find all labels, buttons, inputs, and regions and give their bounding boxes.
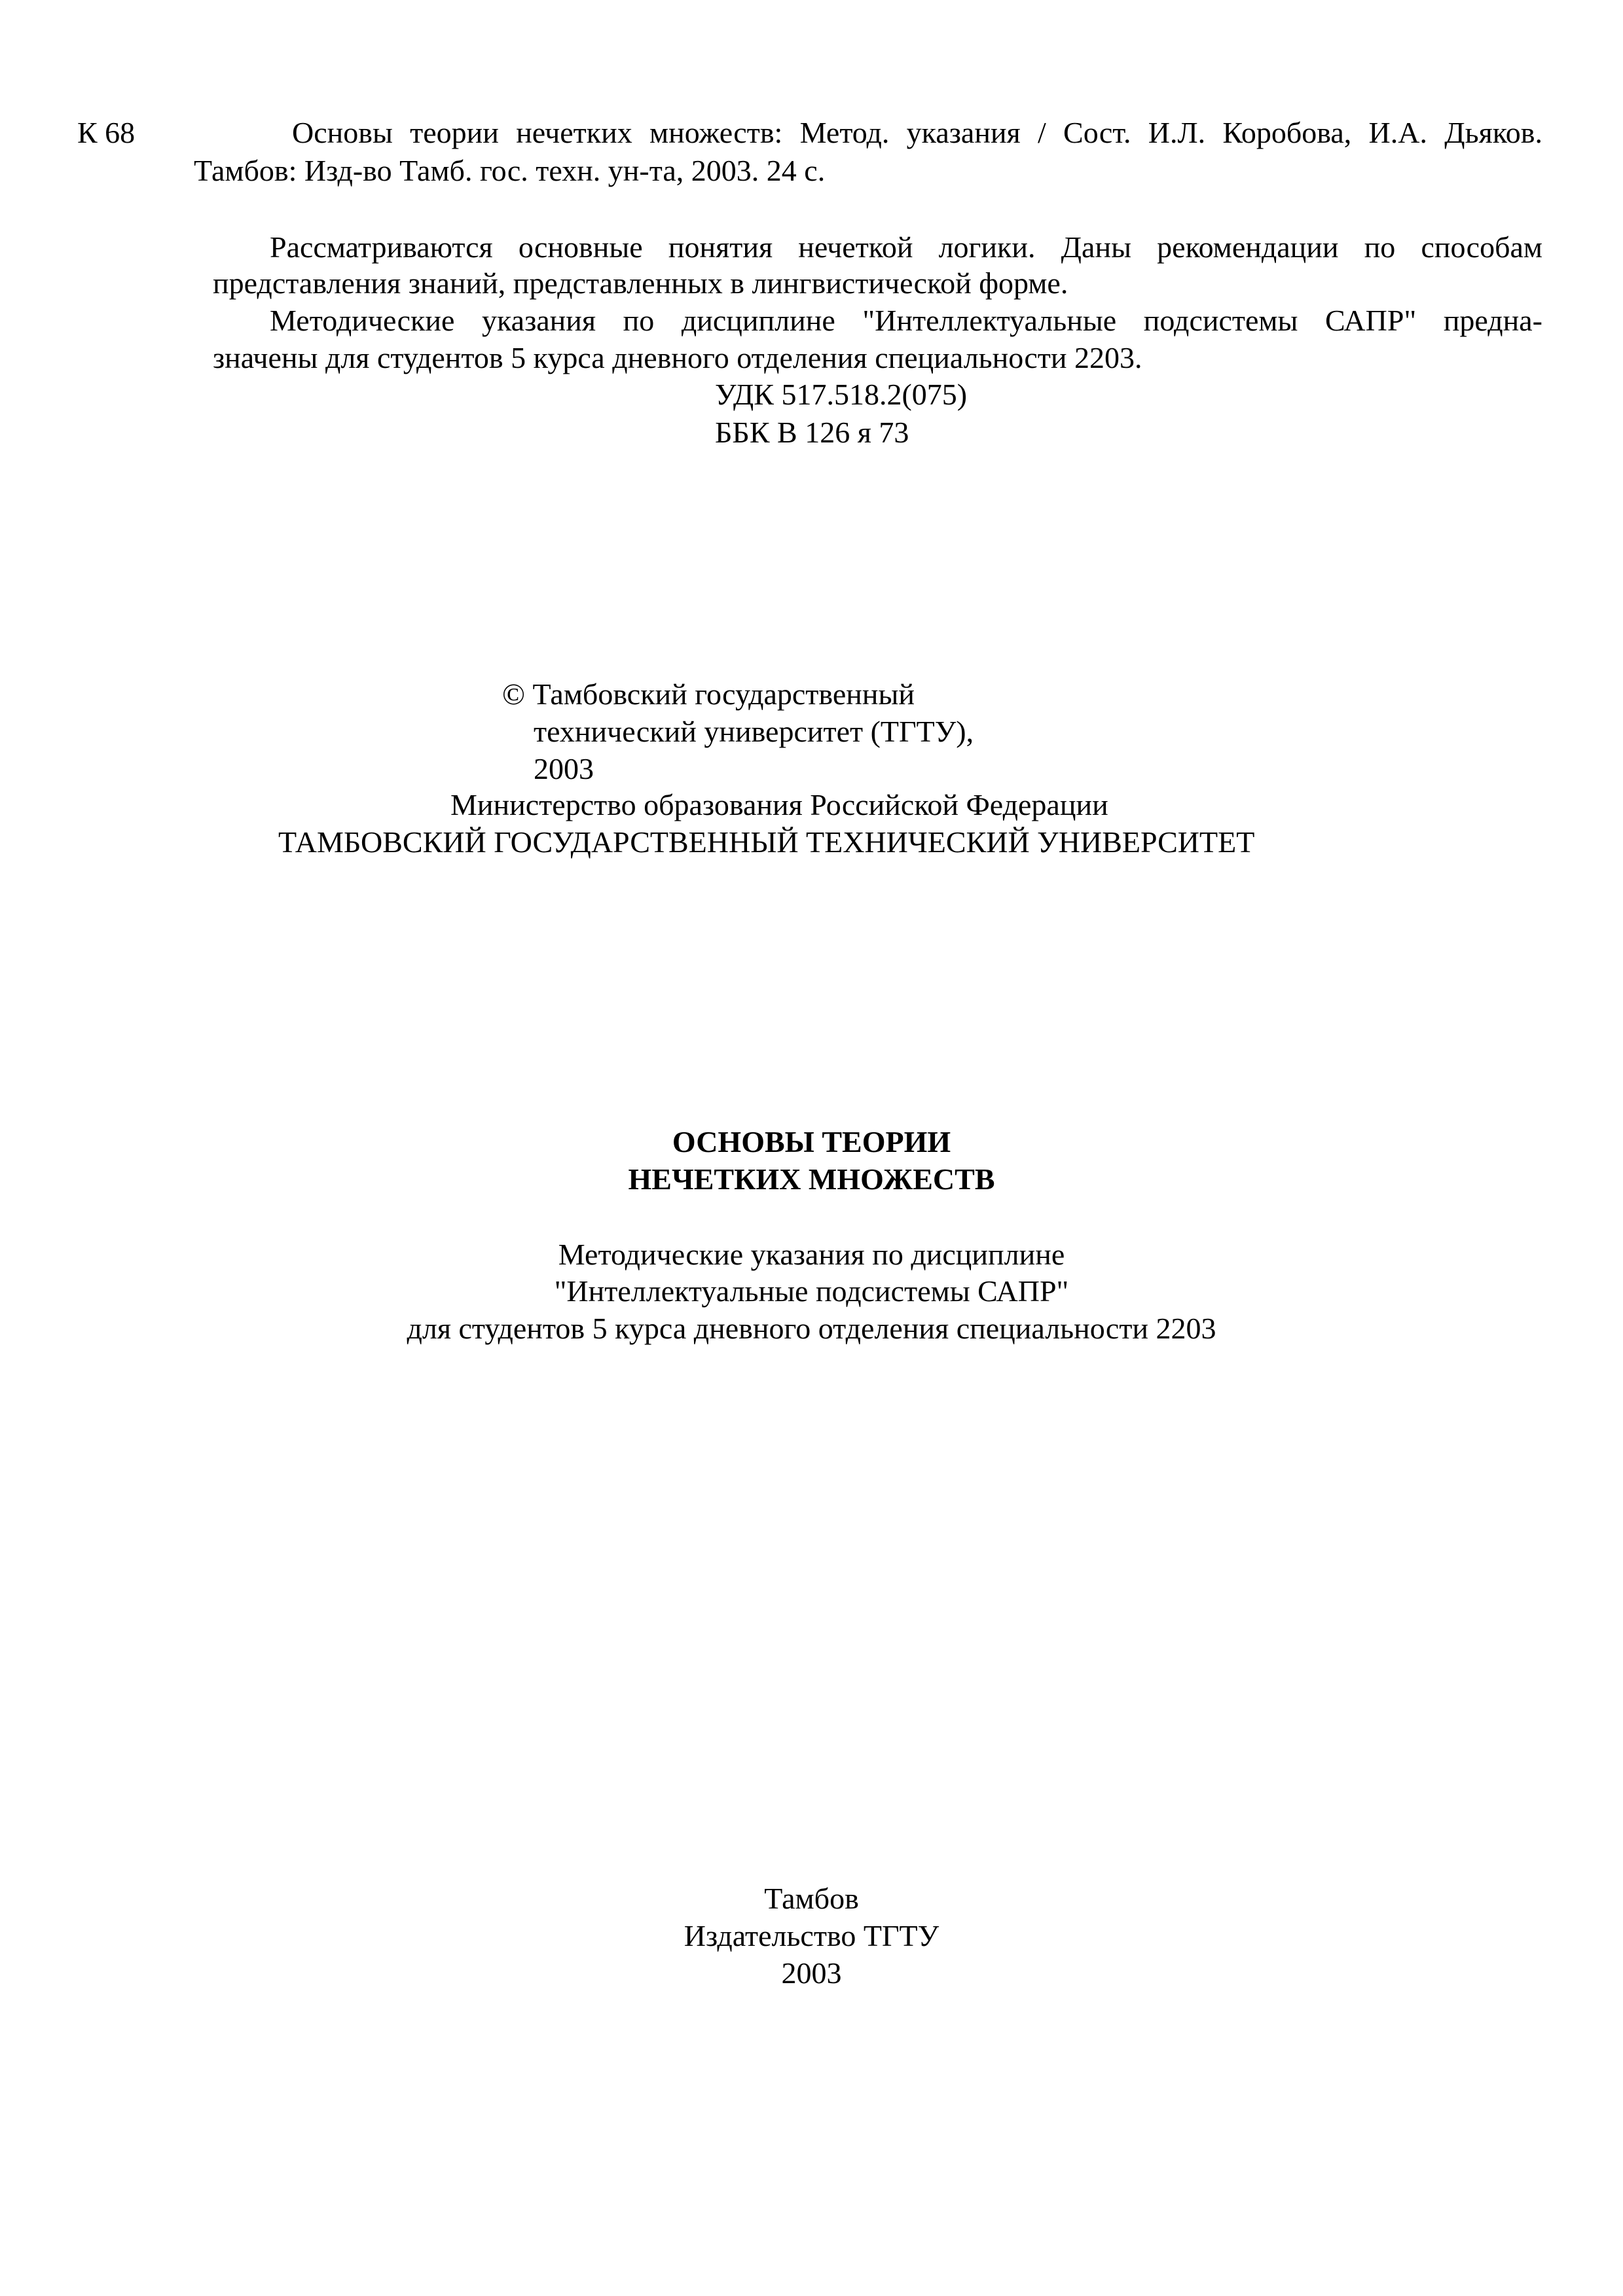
copyright-holder: © Тамбовский государственный <box>502 677 915 711</box>
bbk-code: ББК В 126 я 73 <box>715 416 909 449</box>
document-subtitle: для студентов 5 курса дневного отделения специальности 2203 <box>407 1312 1216 1345</box>
university-name: ТАМБОВСКИЙ ГОСУДАРСТВЕННЫЙ ТЕХНИЧЕСКИЙ УНИВЕРСИТЕТ <box>278 825 1255 859</box>
abstract-line: значены для студентов 5 курса дневного отделения специальности 2203. <box>213 341 1142 374</box>
bibliographic-description: Основы теории нечетких множеств: Метод. указания / Сост. И.Л. Коробова, И.А. Дьяков. <box>292 116 1542 149</box>
abstract-line: Рассматриваются основные понятия нечеткой логики. Даны рекомендации по способам <box>270 230 1542 264</box>
document-subtitle: "Интеллектуальные подсистемы САПР" <box>554 1274 1069 1308</box>
document-title: ОСНОВЫ ТЕОРИИ <box>672 1125 951 1158</box>
imprint-city: Тамбов <box>764 1882 859 1915</box>
abstract-line: Методические указания по дисциплине "Интеллектуальные подсистемы САПР" предна- <box>270 304 1542 337</box>
udk-code: УДК 517.518.2(075) <box>715 378 968 411</box>
bibliographic-imprint: Тамбов: Изд-во Тамб. гос. техн. ун-та, 2003. 24 с. <box>194 154 826 187</box>
abstract-line: представления знаний, представленных в лингвистической форме. <box>213 266 1068 300</box>
document-subtitle: Методические указания по дисциплине <box>558 1238 1065 1271</box>
copyright-holder: технический университет (ТГТУ), <box>534 715 974 748</box>
copyright-year: 2003 <box>534 752 594 785</box>
library-code: К 68 <box>77 116 136 149</box>
imprint-publisher: Издательство ТГТУ <box>684 1919 939 1952</box>
ministry-name: Министерство образования Российской Федерации <box>450 788 1108 821</box>
imprint-year: 2003 <box>781 1956 842 1990</box>
document-title: НЕЧЕТКИХ МНОЖЕСТВ <box>628 1162 995 1196</box>
